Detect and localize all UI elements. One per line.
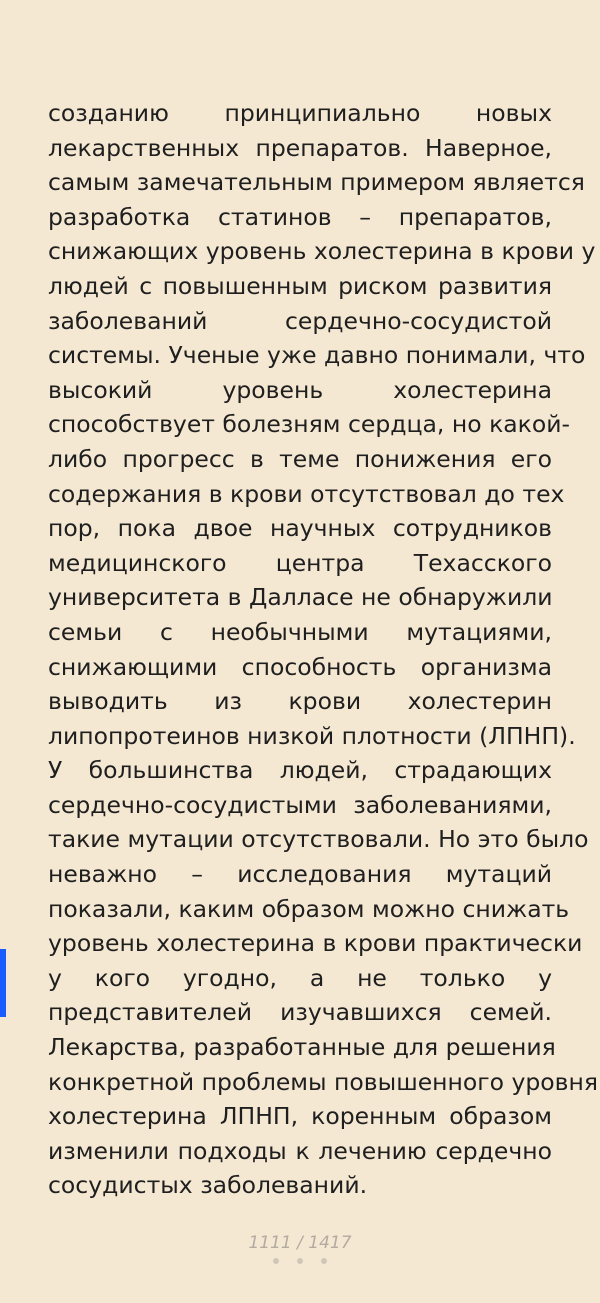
text-line: созданию принципиально новых [48,99,552,127]
page-dot [321,1258,327,1264]
text-line: пор, пока двое научных сотрудников [48,514,552,543]
text-line: содержания в крови отсутствовал до тех [48,479,565,508]
page-dots[interactable] [0,1258,600,1266]
text-line: снижающих уровень холестерина в крови у [48,237,596,266]
book-text [48,96,599,1203]
text-line: университета в Далласе не обнаружили [48,583,553,612]
text-line: медицинского центра Техасского [48,548,552,577]
text-line: самым замечательным примером является [48,168,585,197]
text-line: Лекарства, разработанные для решения [48,1033,556,1062]
text-line: конкретной проблемы повышенного уровня [48,1067,599,1096]
text-line-last: сосудистых заболеваний. [48,1171,368,1200]
text-line: системы. Ученые уже давно понимали, что [48,341,586,370]
text-line: такие мутации отсутствовали. Но это было [48,825,589,854]
text-line: липопротеинов низкой плотности (ЛПНП). [48,721,576,750]
text-line: неважно – исследования мутаций [48,860,552,889]
page-dot [273,1258,279,1264]
text-line: разработка статинов – препаратов, [48,202,552,231]
text-line: высокий уровень холестерина [48,375,552,404]
text-line: людей с повышенным риском развития [48,271,552,300]
text-line: снижающими способность организма [48,652,552,681]
text-line: у кого угодно, а не только у [48,963,552,992]
text-line: изменили подходы к лечению сердечно [48,1136,552,1165]
reading-position-marker [0,949,6,1017]
text-line: либо прогресс в теме понижения его [48,444,552,473]
page-dot [297,1258,303,1264]
text-line: способствует болезням сердца, но какой- [48,410,570,439]
text-line: заболеваний сердечно-сосудистой [48,306,552,335]
text-line: холестерина ЛПНП, коренным образом [48,1102,552,1131]
text-line: выводить из крови холестерин [48,687,552,716]
text-line: представителей изучавшихся семей. [48,998,552,1027]
text-line: лекарственных препаратов. Наверное, [48,133,552,162]
text-line: уровень холестерина в крови практически [48,929,583,958]
text-line: сердечно-сосудистыми заболеваниями, [48,790,552,819]
text-line: У большинства людей, страдающих [48,756,552,785]
text-line: семьи с необычными мутациями, [48,617,552,646]
page-indicator[interactable]: 1111 / 1417 [248,1233,352,1253]
text-line: показали, каким образом можно снижать [48,894,570,923]
